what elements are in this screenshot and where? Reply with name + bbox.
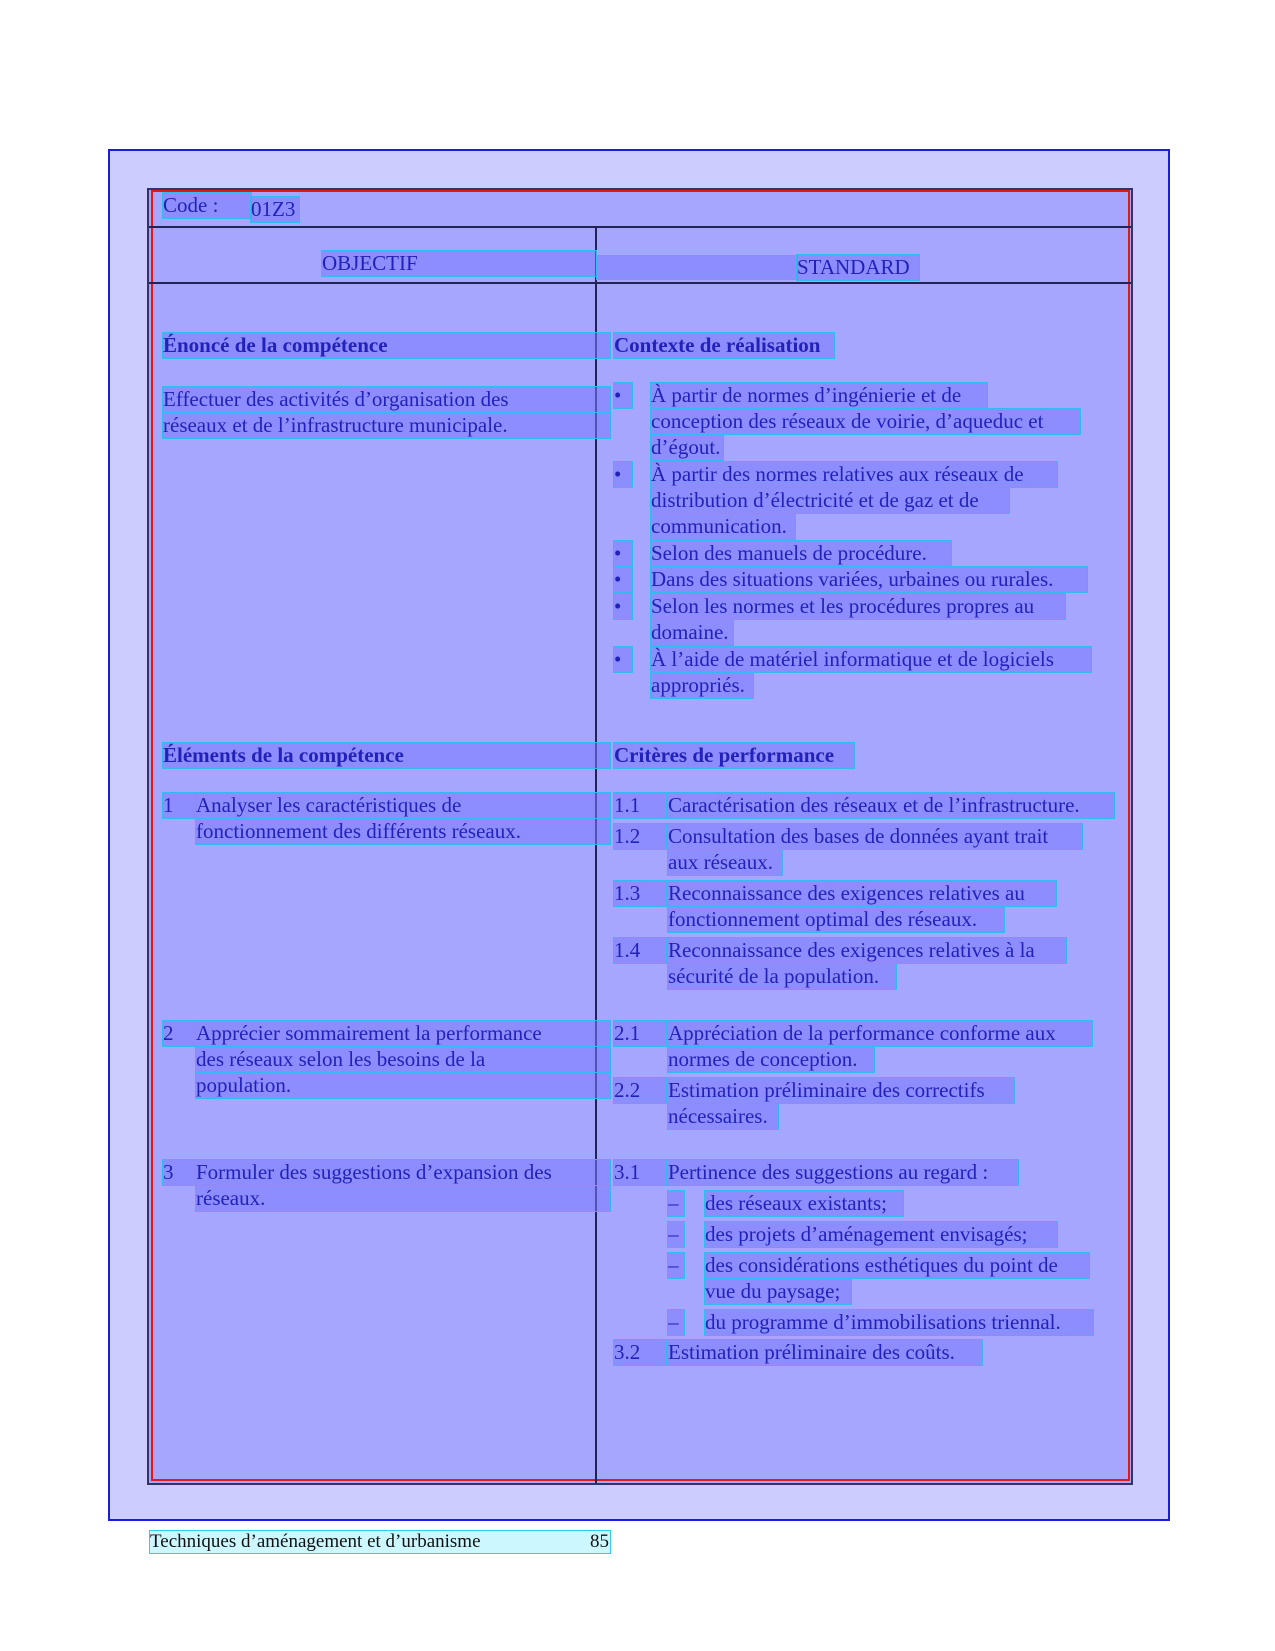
sub-item-1-dash: – [668,1191,684,1216]
critere-2-2-line-2: nécessaires. [668,1104,778,1129]
critere-3-2-line-1: Estimation préliminaire des coûts. [668,1340,982,1365]
critere-1-1-line-1: Caractérisation des réseaux et de l’infrastructure. [668,793,1114,818]
column-header-divider [149,282,1131,284]
critere-1-3-number: 1.3 [614,881,666,906]
critere-1-4-line-1: Reconnaissance des exigences relatives à la [668,938,1066,963]
footer-title: Techniques d’aménagement et d’urbanisme [150,1531,481,1552]
page-footer [150,1531,610,1553]
sub-item-4-dash: – [668,1310,684,1335]
contexte-4-line-1: Dans des situations variées, urbaines ou rurales. [651,567,1087,592]
enonce-heading: Énoncé de la compétence [163,333,610,358]
sub-item-3-line-1: des considérations esthétiques du point de [705,1253,1089,1278]
code-label: Code : [163,193,251,218]
contexte-2-line-3: communication. [651,514,795,539]
sub-item-1-line-1: des réseaux existants; [705,1191,903,1216]
critere-1-2-line-1: Consultation des bases de données ayant trait [668,824,1082,849]
contexte-bullet-1: • [614,383,632,408]
contexte-bullet-3: • [614,541,632,566]
enonce-line-2: réseaux et de l’infrastructure municipale. [163,413,610,438]
critere-1-4-number: 1.4 [614,938,666,963]
code-value: 01Z3 [251,197,299,222]
contexte-2-line-2: distribution d’électricité et de gaz et de [651,488,1009,513]
contexte-5-line-2: domaine. [651,620,733,645]
standard-heading: STANDARD [797,255,919,280]
critere-2-1-line-1: Appréciation de la performance conforme aux [668,1021,1092,1046]
contexte-1-line-2: conception des réseaux de voirie, d’aqueduc et [651,409,1080,434]
element-3-line-2: réseaux. [196,1186,610,1211]
sub-item-4-line-1: du programme d’immobilisations triennal. [705,1310,1093,1335]
sub-item-3-line-2: vue du paysage; [705,1279,851,1304]
contexte-bullet-4: • [614,567,632,592]
contexte-bullet-6: • [614,647,632,672]
contexte-6-line-2: appropriés. [651,673,753,698]
objectif-heading: OBJECTIF [322,251,596,276]
element-2-line-3: population. [196,1073,610,1098]
element-3-line-1: Formuler des suggestions d’expansion des [196,1160,610,1185]
element-2-line-2: des réseaux selon les besoins de la [196,1047,610,1072]
criteres-heading: Critères de performance [614,743,854,768]
element-1-number: 1 [163,793,195,818]
contexte-bullet-5: • [614,594,632,619]
contexte-bullet-2: • [614,462,632,487]
elements-heading: Éléments de la compétence [163,743,610,768]
critere-1-3-line-1: Reconnaissance des exigences relatives au [668,881,1056,906]
page-number: 85 [590,1531,609,1552]
critere-1-2-line-2: aux réseaux. [668,850,782,875]
contexte-1-line-1: À partir de normes d’ingénierie et de [651,383,987,408]
contexte-3-line-1: Selon des manuels de procédure. [651,541,951,566]
critere-1-3-line-2: fonctionnement optimal des réseaux. [668,907,1004,932]
critere-2-2-line-1: Estimation préliminaire des correctifs [668,1078,1014,1103]
contexte-5-line-1: Selon les normes et les procédures propres au [651,594,1065,619]
critere-3-1-number: 3.1 [614,1160,666,1185]
enonce-line-1: Effectuer des activités d’organisation des [163,387,610,412]
element-1-line-2: fonctionnement des différents réseaux. [196,819,610,844]
contexte-heading: Contexte de réalisation [614,333,834,358]
critere-2-2-number: 2.2 [614,1078,666,1103]
critere-1-1-number: 1.1 [614,793,666,818]
sub-item-2-dash: – [668,1222,684,1247]
sub-item-3-dash: – [668,1253,684,1278]
contexte-6-line-1: À l’aide de matériel informatique et de logiciels [651,647,1091,672]
element-1-line-1: Analyser les caractéristiques de [196,793,610,818]
critere-3-2-number: 3.2 [614,1340,666,1365]
critere-1-2-number: 1.2 [614,824,666,849]
critere-1-4-line-2: sécurité de la population. [668,964,896,989]
sub-item-2-line-1: des projets d’aménagement envisagés; [705,1222,1057,1247]
header-divider [149,226,1131,228]
contexte-1-line-3: d’égout. [651,435,723,460]
element-2-number: 2 [163,1021,195,1046]
contexte-2-line-1: À partir des normes relatives aux réseaux de [651,462,1057,487]
standard-heading-bar [597,256,797,279]
element-2-line-1: Apprécier sommairement la performance [196,1021,610,1046]
critere-3-1-line-1: Pertinence des suggestions au regard : [668,1160,1018,1185]
element-3-number: 3 [163,1160,195,1185]
critere-2-1-line-2: normes de conception. [668,1047,874,1072]
critere-2-1-number: 2.1 [614,1021,666,1046]
